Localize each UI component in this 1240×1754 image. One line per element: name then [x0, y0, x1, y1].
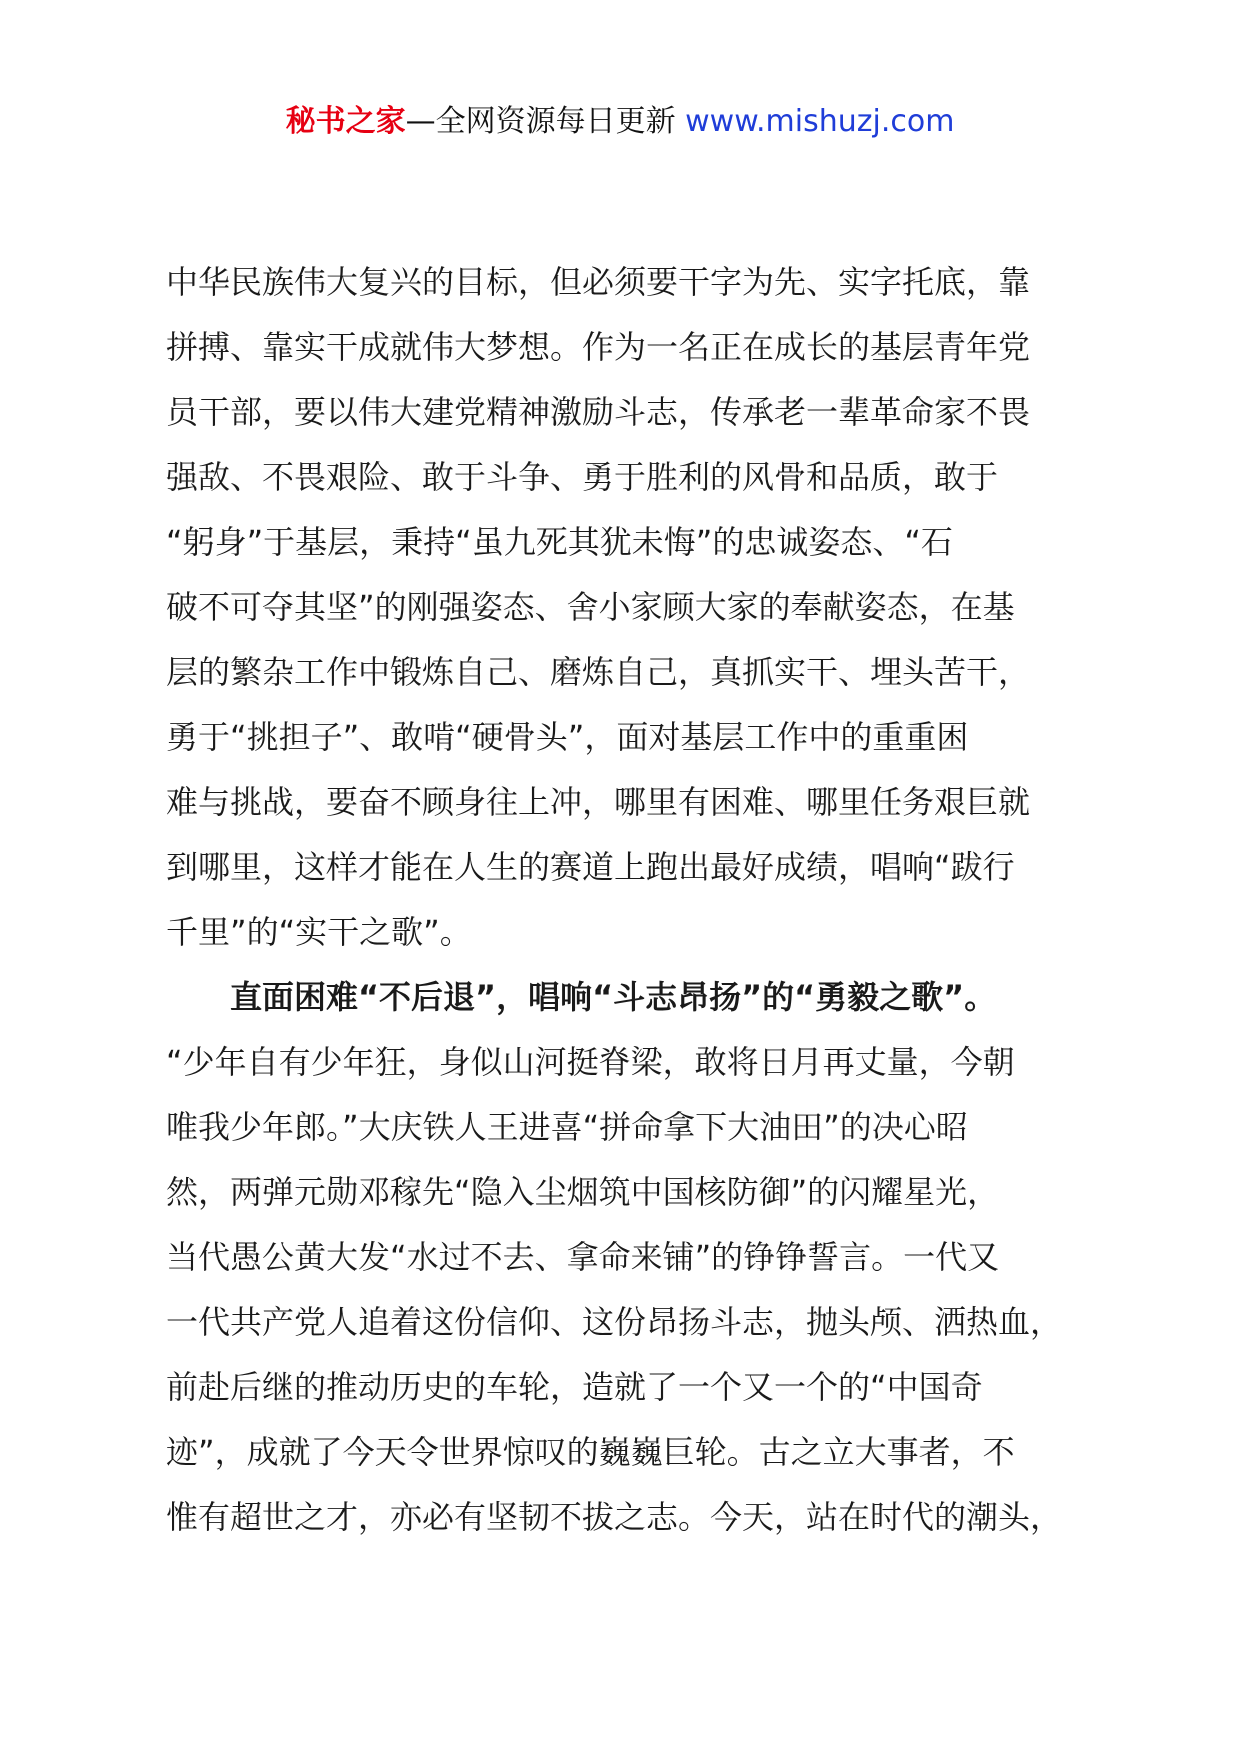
text-line: 员干部，要以伟大建党精神激励斗志，传承老一辈革命家不畏	[166, 393, 1031, 431]
text-line: 层的繁杂工作中锻炼自己、磨炼自己，真抓实干、埋头苦干，	[166, 653, 1031, 691]
text-line: 惟有超世之才，亦必有坚韧不拔之志。今天，站在时代的潮头，	[166, 1498, 1063, 1536]
text-line: “躬身”于基层，秉持“虽九死其犹未悔”的忠诚姿态、“石	[166, 523, 953, 561]
text-line: 前赴后继的推动历史的车轮，造就了一个又一个的“中国奇	[166, 1368, 983, 1406]
text-line: 唯我少年郎。”大庆铁人王进喜“拼命拿下大油田”的决心昭	[166, 1108, 968, 1146]
text-line: 当代愚公黄大发“水过不去、拿命来铺”的铮铮誓言。一代又	[166, 1238, 1000, 1276]
text-line: 强敌、不畏艰险、敢于斗争、勇于胜利的风骨和品质，敢于	[166, 458, 999, 496]
text-line: 拼搏、靠实干成就伟大梦想。作为一名正在成长的基层青年党	[166, 328, 1031, 366]
text-line: 到哪里，这样才能在人生的赛道上跑出最好成绩，唱响“跋行	[166, 848, 1015, 886]
text-line: “少年自有少年狂，身似山河挺脊梁，敢将日月再丈量，今朝	[166, 1043, 1015, 1081]
header-slogan: —全网资源每日更新	[405, 104, 686, 139]
text-line: 破不可夺其坚”的刚强姿态、舍小家顾大家的奉献姿态，在基	[166, 588, 1015, 626]
document-body	[166, 250, 1096, 1550]
page-header	[0, 100, 1240, 144]
text-line: 难与挑战，要奋不顾身往上冲，哪里有困难、哪里任务艰巨就	[166, 783, 1031, 821]
text-line: 然，两弹元勋邓稼先“隐入尘烟筑中国核防御”的闪耀星光，	[166, 1173, 1000, 1211]
text-line: 勇于“挑担子”、敢啃“硬骨头”，面对基层工作中的重重困	[166, 718, 969, 756]
text-line: 中华民族伟大复兴的目标，但必须要干字为先、实字托底，靠	[166, 263, 1031, 301]
header-brand: 秘书之家	[285, 104, 406, 139]
header-url-link[interactable]: www.mishuzj.com	[685, 104, 955, 139]
text-line: 千里”的“实干之歌”。	[166, 913, 472, 951]
section-heading: 直面困难“不后退”，唱响“斗志昂扬”的“勇毅之歌”。	[230, 978, 997, 1016]
text-line: 一代共产党人追着这份信仰、这份昂扬斗志，抛头颅、洒热血，	[166, 1303, 1063, 1341]
text-line: 迹”，成就了今天令世界惊叹的巍巍巨轮。古之立大事者，不	[166, 1433, 1015, 1471]
